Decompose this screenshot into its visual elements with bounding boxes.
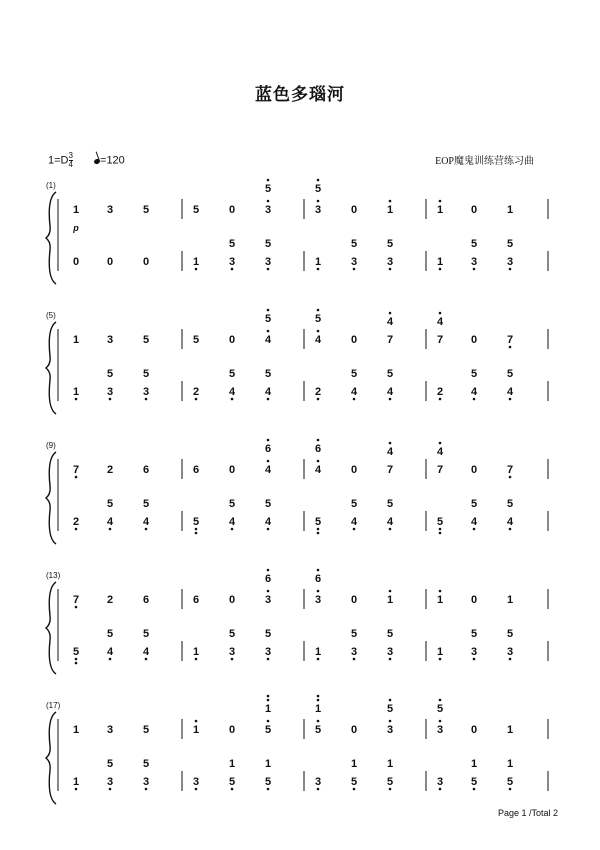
- octave-dot: [389, 699, 392, 702]
- measure-number: (9): [46, 441, 56, 450]
- note-digit: 4: [436, 316, 444, 328]
- note-digit: 1: [386, 594, 394, 606]
- note-digit: 4: [142, 646, 150, 658]
- note-digit: 1: [314, 646, 322, 658]
- octave-dot: [231, 788, 234, 791]
- note-digit: 3: [142, 776, 150, 788]
- note-digit: 5: [350, 776, 358, 788]
- octave-dot: [317, 528, 320, 531]
- note-digit: 4: [386, 386, 394, 398]
- note-digit: 3: [436, 724, 444, 736]
- note-digit: 1: [506, 724, 514, 736]
- note-digit: 5: [228, 498, 236, 510]
- measure-number: (1): [46, 181, 56, 190]
- note-digit: 3: [386, 724, 394, 736]
- note-digit: 7: [436, 334, 444, 346]
- octave-dot: [317, 569, 320, 572]
- note-digit: 5: [314, 516, 322, 528]
- note-digit: 5: [386, 498, 394, 510]
- octave-dot: [353, 658, 356, 661]
- note-digit: 5: [142, 334, 150, 346]
- note-digit: 4: [470, 516, 478, 528]
- note-digit: 3: [506, 646, 514, 658]
- note-digit: 5: [350, 368, 358, 380]
- octave-dot: [389, 312, 392, 315]
- note-digit: 3: [350, 646, 358, 658]
- note-digit: 5: [350, 628, 358, 640]
- note-digit: 5: [142, 758, 150, 770]
- note-digit: 3: [106, 204, 114, 216]
- note-digit: 3: [106, 776, 114, 788]
- note-digit: 1: [72, 386, 80, 398]
- note-digit: 7: [386, 464, 394, 476]
- note-digit: 0: [228, 594, 236, 606]
- note-digit: 5: [72, 646, 80, 658]
- note-digit: 6: [142, 594, 150, 606]
- note-digit: 5: [192, 334, 200, 346]
- note-digit: 6: [264, 443, 272, 455]
- octave-dot: [317, 309, 320, 312]
- note-digit: 5: [264, 628, 272, 640]
- octave-dot: [267, 569, 270, 572]
- note-digit: 0: [142, 256, 150, 268]
- octave-dot: [353, 268, 356, 271]
- octave-dot: [317, 699, 320, 702]
- note-digit: 1: [436, 204, 444, 216]
- measure-number: (5): [46, 311, 56, 320]
- note-digit: 4: [386, 446, 394, 458]
- note-digit: 4: [506, 516, 514, 528]
- note-digit: 4: [386, 516, 394, 528]
- note-digit: 5: [106, 368, 114, 380]
- note-digit: 5: [470, 498, 478, 510]
- octave-dot: [267, 788, 270, 791]
- measure-number: (17): [46, 701, 61, 710]
- system-brace: [46, 452, 56, 544]
- note-digit: 1: [386, 204, 394, 216]
- note-digit: 5: [142, 628, 150, 640]
- note-digit: 5: [264, 183, 272, 195]
- note-digit: 0: [350, 594, 358, 606]
- octave-dot: [317, 200, 320, 203]
- note-digit: 3: [314, 204, 322, 216]
- note-digit: 3: [506, 256, 514, 268]
- note-digit: 6: [192, 464, 200, 476]
- note-digit: 0: [228, 724, 236, 736]
- system-brace: [46, 322, 56, 414]
- note-digit: 0: [106, 256, 114, 268]
- note-digit: 5: [142, 724, 150, 736]
- note-digit: 3: [106, 386, 114, 398]
- octave-dot: [195, 528, 198, 531]
- note-digit: 0: [470, 724, 478, 736]
- note-digit: 5: [314, 724, 322, 736]
- system-brace: [46, 192, 56, 284]
- octave-dot: [75, 662, 78, 665]
- note-digit: 3: [470, 256, 478, 268]
- note-digit: 3: [264, 256, 272, 268]
- note-digit: 5: [350, 238, 358, 250]
- note-digit: 5: [142, 498, 150, 510]
- note-digit: 7: [72, 594, 80, 606]
- dynamic-marking: p: [73, 223, 79, 233]
- note-digit: 7: [72, 464, 80, 476]
- octave-dot: [267, 439, 270, 442]
- note-digit: 3: [106, 334, 114, 346]
- octave-dot: [389, 658, 392, 661]
- note-digit: 0: [470, 464, 478, 476]
- note-digit: 5: [350, 498, 358, 510]
- note-digit: 0: [350, 464, 358, 476]
- octave-dot: [195, 532, 198, 535]
- octave-dot: [317, 460, 320, 463]
- octave-dot: [439, 788, 442, 791]
- octave-dot: [267, 720, 270, 723]
- note-digit: 5: [264, 368, 272, 380]
- note-digit: 4: [106, 516, 114, 528]
- note-digit: 1: [506, 758, 514, 770]
- note-digit: 4: [264, 516, 272, 528]
- octave-dot: [353, 788, 356, 791]
- note-digit: 5: [470, 628, 478, 640]
- note-digit: 1: [72, 776, 80, 788]
- note-digit: 4: [470, 386, 478, 398]
- note-digit: 5: [142, 368, 150, 380]
- octave-dot: [389, 788, 392, 791]
- octave-dot: [145, 398, 148, 401]
- note-digit: 5: [506, 628, 514, 640]
- note-digit: 4: [506, 386, 514, 398]
- note-digit: 0: [72, 256, 80, 268]
- note-digit: 2: [436, 386, 444, 398]
- note-digit: 1: [350, 758, 358, 770]
- note-digit: 5: [106, 758, 114, 770]
- note-digit: 5: [228, 628, 236, 640]
- octave-dot: [145, 658, 148, 661]
- octave-dot: [109, 788, 112, 791]
- note-digit: 0: [350, 334, 358, 346]
- note-digit: 5: [106, 628, 114, 640]
- octave-dot: [231, 398, 234, 401]
- note-digit: 7: [436, 464, 444, 476]
- octave-dot: [317, 695, 320, 698]
- octave-dot: [473, 788, 476, 791]
- note-digit: 3: [350, 256, 358, 268]
- octave-dot: [389, 398, 392, 401]
- octave-dot: [473, 398, 476, 401]
- octave-dot: [509, 346, 512, 349]
- note-digit: 2: [72, 516, 80, 528]
- note-digit: 1: [72, 334, 80, 346]
- note-digit: 0: [228, 204, 236, 216]
- note-digit: 5: [470, 368, 478, 380]
- octave-dot: [231, 658, 234, 661]
- octave-dot: [509, 398, 512, 401]
- note-digit: 0: [350, 724, 358, 736]
- note-digit: 6: [142, 464, 150, 476]
- note-digit: 0: [470, 334, 478, 346]
- octave-dot: [439, 200, 442, 203]
- octave-dot: [509, 528, 512, 531]
- octave-dot: [353, 398, 356, 401]
- note-digit: 4: [386, 316, 394, 328]
- note-digit: 3: [386, 646, 394, 658]
- note-digit: 2: [314, 386, 322, 398]
- time-signature-top: 3: [68, 151, 73, 160]
- note-digit: 5: [142, 204, 150, 216]
- octave-dot: [317, 590, 320, 593]
- note-digit: 1: [470, 758, 478, 770]
- note-digit: 5: [506, 238, 514, 250]
- octave-dot: [267, 658, 270, 661]
- octave-dot: [389, 200, 392, 203]
- octave-dot: [439, 699, 442, 702]
- octave-dot: [389, 720, 392, 723]
- note-digit: 1: [314, 256, 322, 268]
- system-brace: [46, 582, 56, 674]
- note-digit: 5: [264, 313, 272, 325]
- octave-dot: [509, 788, 512, 791]
- octave-dot: [389, 590, 392, 593]
- note-digit: 3: [264, 646, 272, 658]
- system-brace: [46, 712, 56, 804]
- note-digit: 1: [72, 204, 80, 216]
- note-digit: 5: [106, 498, 114, 510]
- octave-dot: [145, 788, 148, 791]
- note-digit: 1: [228, 758, 236, 770]
- key-signature: 1=D: [48, 154, 69, 167]
- octave-dot: [75, 528, 78, 531]
- note-digit: 5: [386, 238, 394, 250]
- octave-dot: [389, 442, 392, 445]
- note-digit: 5: [228, 776, 236, 788]
- note-digit: 5: [506, 368, 514, 380]
- note-digit: 1: [264, 703, 272, 715]
- note-digit: 5: [228, 368, 236, 380]
- note-digit: 4: [264, 386, 272, 398]
- octave-dot: [267, 330, 270, 333]
- octave-dot: [75, 658, 78, 661]
- note-digit: 5: [314, 183, 322, 195]
- note-digit: 1: [264, 758, 272, 770]
- octave-dot: [267, 268, 270, 271]
- note-digit: 3: [142, 386, 150, 398]
- octave-dot: [145, 528, 148, 531]
- note-digit: 5: [506, 498, 514, 510]
- octave-dot: [353, 528, 356, 531]
- note-digit: 4: [350, 516, 358, 528]
- note-digit: 5: [264, 238, 272, 250]
- octave-dot: [195, 268, 198, 271]
- note-digit: 1: [436, 646, 444, 658]
- note-digit: 5: [506, 776, 514, 788]
- note-digit: 5: [386, 703, 394, 715]
- octave-dot: [75, 398, 78, 401]
- note-digit: 5: [436, 516, 444, 528]
- note-digit: 1: [192, 646, 200, 658]
- octave-dot: [439, 312, 442, 315]
- octave-dot: [439, 720, 442, 723]
- note-digit: 1: [436, 256, 444, 268]
- tempo-mark: =120: [100, 154, 125, 167]
- note-digit: 3: [264, 594, 272, 606]
- note-digit: 3: [106, 724, 114, 736]
- measure-number: (13): [46, 571, 61, 580]
- octave-dot: [267, 699, 270, 702]
- octave-dot: [317, 268, 320, 271]
- octave-dot: [439, 658, 442, 661]
- note-digit: 3: [228, 646, 236, 658]
- note-digit: 1: [436, 594, 444, 606]
- octave-dot: [389, 528, 392, 531]
- octave-dot: [75, 606, 78, 609]
- note-digit: 5: [192, 204, 200, 216]
- note-digit: 4: [436, 446, 444, 458]
- note-digit: 1: [192, 256, 200, 268]
- octave-dot: [439, 442, 442, 445]
- octave-dot: [439, 398, 442, 401]
- octave-dot: [317, 179, 320, 182]
- octave-dot: [317, 439, 320, 442]
- octave-dot: [317, 330, 320, 333]
- note-digit: 3: [228, 256, 236, 268]
- octave-dot: [439, 532, 442, 535]
- note-digit: 3: [436, 776, 444, 788]
- note-digit: 0: [228, 464, 236, 476]
- note-digit: 4: [314, 334, 322, 346]
- note-digit: 2: [106, 464, 114, 476]
- octave-dot: [317, 658, 320, 661]
- note-digit: 1: [506, 204, 514, 216]
- octave-dot: [267, 460, 270, 463]
- note-digit: 6: [192, 594, 200, 606]
- note-digit: 3: [314, 776, 322, 788]
- note-digit: 7: [386, 334, 394, 346]
- octave-dot: [231, 268, 234, 271]
- octave-dot: [473, 528, 476, 531]
- octave-dot: [109, 528, 112, 531]
- time-signature-bottom: 4: [68, 160, 73, 169]
- octave-dot: [509, 268, 512, 271]
- note-digit: 1: [72, 724, 80, 736]
- note-digit: 4: [350, 386, 358, 398]
- octave-dot: [389, 268, 392, 271]
- octave-dot: [439, 528, 442, 531]
- octave-dot: [195, 788, 198, 791]
- score-subtitle: EOP魔鬼训练营练习曲: [435, 156, 534, 167]
- note-digit: 3: [386, 256, 394, 268]
- octave-dot: [195, 398, 198, 401]
- note-digit: 5: [192, 516, 200, 528]
- note-digit: 6: [264, 573, 272, 585]
- octave-dot: [109, 398, 112, 401]
- note-digit: 4: [106, 646, 114, 658]
- note-digit: 1: [314, 703, 322, 715]
- note-digit: 5: [264, 724, 272, 736]
- octave-dot: [267, 528, 270, 531]
- octave-dot: [195, 658, 198, 661]
- octave-dot: [317, 720, 320, 723]
- note-digit: 5: [470, 238, 478, 250]
- note-digit: 5: [386, 628, 394, 640]
- note-digit: 5: [264, 498, 272, 510]
- octave-dot: [439, 268, 442, 271]
- note-digit: 4: [314, 464, 322, 476]
- note-digit: 3: [314, 594, 322, 606]
- note-digit: 4: [142, 516, 150, 528]
- octave-dot: [473, 268, 476, 271]
- note-digit: 5: [436, 703, 444, 715]
- octave-dot: [317, 788, 320, 791]
- octave-dot: [509, 658, 512, 661]
- note-digit: 0: [228, 334, 236, 346]
- octave-dot: [75, 476, 78, 479]
- note-digit: 5: [470, 776, 478, 788]
- note-digit: 5: [264, 776, 272, 788]
- note-digit: 1: [386, 758, 394, 770]
- note-digit: 5: [314, 313, 322, 325]
- octave-dot: [267, 179, 270, 182]
- note-digit: 1: [192, 724, 200, 736]
- octave-dot: [267, 200, 270, 203]
- note-digit: 7: [506, 464, 514, 476]
- octave-dot: [317, 532, 320, 535]
- note-digit: 4: [264, 334, 272, 346]
- octave-dot: [109, 658, 112, 661]
- note-digit: 2: [106, 594, 114, 606]
- note-digit: 5: [386, 368, 394, 380]
- octave-dot: [75, 788, 78, 791]
- octave-dot: [267, 590, 270, 593]
- note-digit: 4: [228, 386, 236, 398]
- note-digit: 1: [506, 594, 514, 606]
- note-digit: 0: [470, 594, 478, 606]
- note-digit: 6: [314, 443, 322, 455]
- note-digit: 3: [264, 204, 272, 216]
- octave-dot: [195, 720, 198, 723]
- octave-dot: [509, 476, 512, 479]
- note-digit: 6: [314, 573, 322, 585]
- octave-dot: [439, 590, 442, 593]
- note-digit: 7: [506, 334, 514, 346]
- octave-dot: [317, 398, 320, 401]
- note-digit: 3: [192, 776, 200, 788]
- note-digit: 5: [386, 776, 394, 788]
- octave-dot: [473, 658, 476, 661]
- song-title: 蓝色多瑙河: [255, 85, 345, 105]
- note-digit: 3: [470, 646, 478, 658]
- octave-dot: [267, 695, 270, 698]
- note-digit: 0: [470, 204, 478, 216]
- note-digit: 2: [192, 386, 200, 398]
- octave-dot: [231, 528, 234, 531]
- note-digit: 4: [228, 516, 236, 528]
- page-footer: Page 1 /Total 2: [497, 808, 558, 818]
- note-digit: 4: [264, 464, 272, 476]
- octave-dot: [267, 309, 270, 312]
- octave-dot: [267, 398, 270, 401]
- note-digit: 5: [228, 238, 236, 250]
- note-digit: 0: [350, 204, 358, 216]
